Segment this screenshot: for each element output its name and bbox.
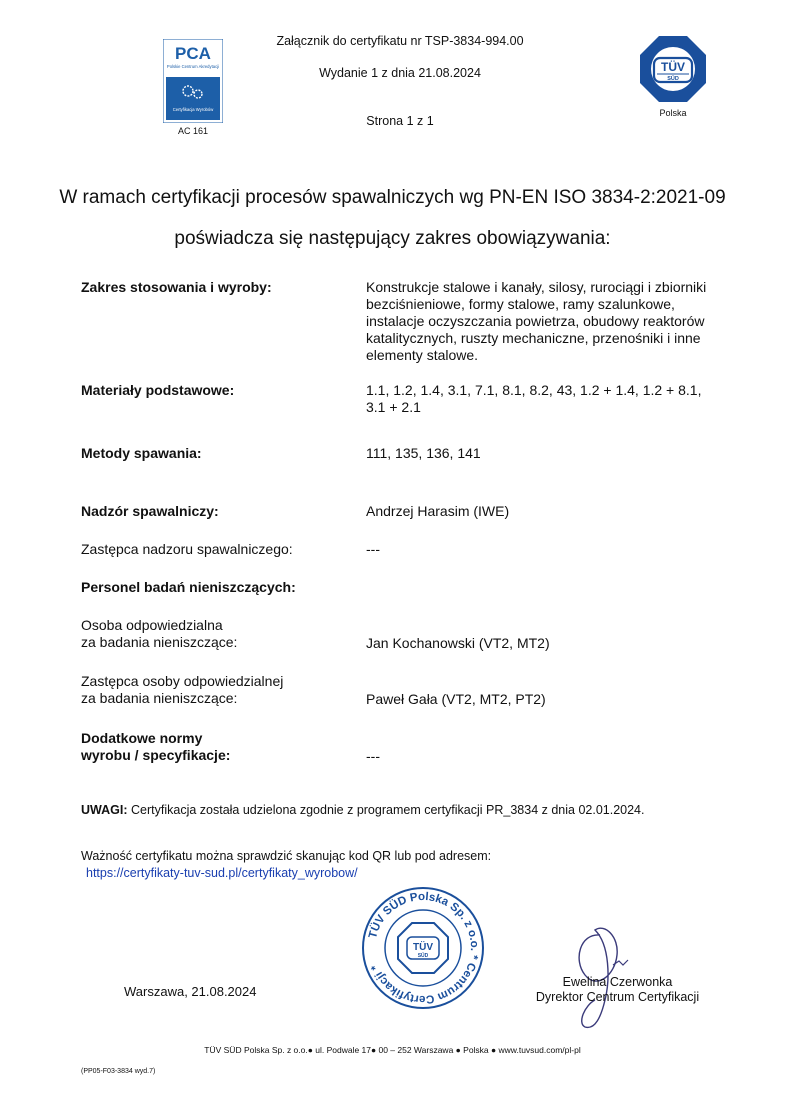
pca-logo (163, 39, 223, 123)
materials-label: Materiały podstawowe: (81, 382, 235, 398)
signatory-name: Ewelina Czerwonka (562, 975, 673, 989)
stamp-ring-text: TÜV SÜD Polska Sp. z o.o. * Centrum Certyfikacji * (367, 890, 481, 1006)
ndt-responsible-label: Osoba odpowiedzialna za badania nieniszczące: (81, 617, 238, 650)
tuv-logo (640, 36, 706, 102)
ndt-personnel-label: Personel badań nieniszczących: (81, 579, 296, 595)
materials-value: 1.1, 1.2, 1.4, 3.1, 7.1, 8.1, 8.2, 43, 1.2 + 1.4, 1.2 + 8.1, 3.1 + 2.1 (366, 382, 702, 415)
scope-label: Zakres stosowania i wyroby: (81, 279, 272, 295)
pca-caption: AC 161 (177, 126, 209, 136)
deputy-supervision-value: --- (366, 541, 380, 557)
pca-subtitle: Polskie Centrum Akredytacji (166, 64, 220, 69)
pca-brand: PCA (175, 44, 211, 63)
ndt-deputy-label: Zastępca osoby odpowiedzialnej za badania nieniszczące: (81, 673, 284, 706)
company-stamp (360, 885, 486, 1011)
remarks (81, 803, 644, 817)
attachment-title: Załącznik do certyfikatu nr TSP-3834-994.00 (276, 34, 524, 48)
methods-label: Metody spawania: (81, 445, 202, 461)
stamp-sub: SÜD (417, 953, 429, 959)
tuv-brand: TÜV (661, 60, 685, 74)
handwritten-signature (555, 905, 655, 1035)
signatory-role: Dyrektor Centrum Certyfikacji (535, 990, 700, 1004)
stamp-brand: TÜV (413, 942, 433, 953)
ndt-responsible-value: Jan Kochanowski (VT2, MT2) (366, 635, 550, 651)
supervision-value: Andrzej Harasim (IWE) (366, 503, 510, 519)
additional-standards-value: --- (366, 748, 380, 764)
document-title: W ramach certyfikacji procesów spawalniczych wg PN-EN ISO 3834-2:2021-09 (59, 187, 726, 208)
verification-link[interactable]: https://certyfikaty-tuv-sud.pl/certyfikaty_wyrobow/ (86, 866, 358, 880)
ndt-deputy-value: Paweł Gała (VT2, MT2, PT2) (366, 691, 546, 707)
methods-value: 111, 135, 136, 141 (366, 445, 481, 461)
place-and-date: Warszawa, 21.08.2024 (124, 984, 257, 999)
tuv-caption: Polska (659, 108, 687, 118)
supervision-label: Nadzór spawalniczy: (81, 503, 219, 519)
deputy-supervision-label: Zastępca nadzoru spawalniczego: (81, 541, 293, 557)
scope-value: Konstrukcje stalowe i kanały, silosy, rurociągi i zbiorniki bezciśnieniowe, formy stalowe, ramy szalunkowe, instalacje oczyszczania powietrza, obudowy reaktorów katalitycznych, ruszty mechaniczne, przenośniki i inne elementy stalowe. (366, 279, 707, 363)
tuv-sub: SÜD (667, 76, 679, 82)
form-code: (PP05-F03-3834 wyd.7) (81, 1068, 156, 1075)
remarks-text: Certyfikacja została udzielona zgodnie z programem certyfikacji PR_3834 z dnia 02.01.2024. (127, 803, 645, 817)
additional-standards-label: Dodatkowe normy wyrobu / specyfikacje: (81, 730, 231, 763)
document-subtitle: poświadcza się następujący zakres obowiązywania: (174, 228, 611, 249)
page-number: Strona 1 z 1 (366, 114, 434, 128)
validity-text: Ważność certyfikatu można sprawdzić skanując kod QR lub pod adresem: (81, 849, 492, 863)
pca-tagline: Certyfikacja Wyrobów (172, 107, 214, 112)
remarks-label: UWAGI: (81, 803, 128, 817)
footer-address: TÜV SÜD Polska Sp. z o.o.● ul. Podwale 17● 00 – 252 Warszawa ● Polska ● www.tuvsud.com/pl-pl (204, 1045, 581, 1055)
edition-line: Wydanie 1 z dnia 21.08.2024 (319, 66, 481, 80)
